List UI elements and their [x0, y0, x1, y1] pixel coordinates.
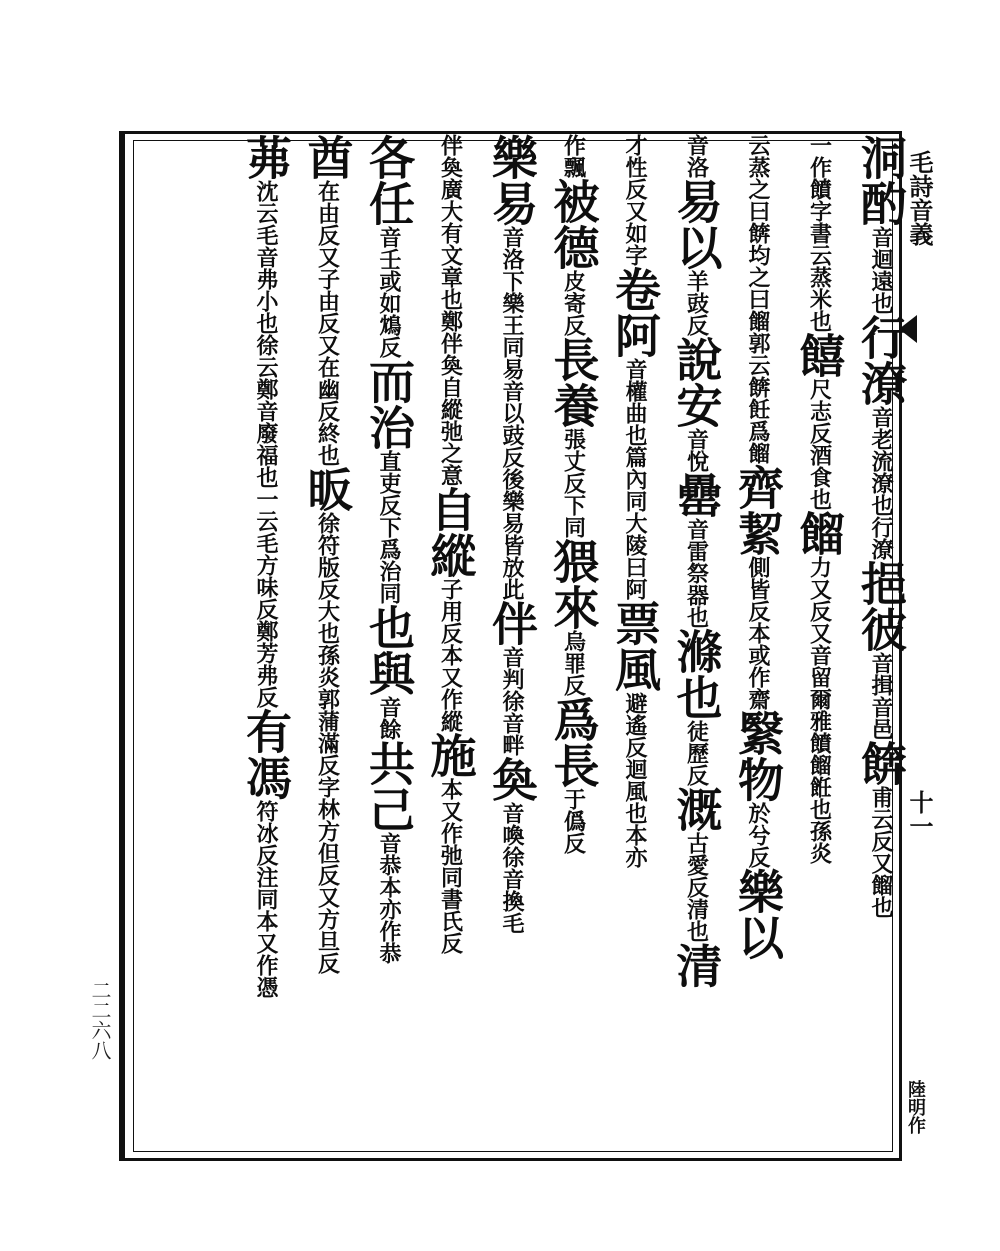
headword: 施 — [423, 732, 478, 778]
gloss: 本又作弛同書氏反 — [437, 778, 464, 954]
gloss: 音迴遠也 — [868, 226, 894, 314]
headword: 奐 — [485, 756, 539, 802]
gloss: 皮寄反 — [560, 270, 587, 336]
headword: 行潦 — [854, 314, 908, 406]
headword: 餴 — [854, 740, 908, 786]
headword: 票風 — [608, 600, 662, 692]
gloss: 力又反又音留爾雅饙餾餁也孫炎 — [806, 556, 833, 864]
headword: 滌也 — [669, 628, 724, 720]
headword: 自縱 — [423, 486, 478, 578]
headword: 也與 — [362, 604, 416, 696]
gloss: 直吏反下爲治同 — [376, 450, 402, 604]
gloss: 符冰反注同本又作憑 — [253, 800, 279, 998]
gloss: 古愛反清也 — [683, 832, 710, 942]
gloss: 音判徐音畔 — [499, 646, 525, 756]
text-column — [348, 134, 416, 1159]
headword: 齊絜 — [731, 464, 785, 556]
headword: 餾 — [792, 510, 847, 556]
text-column — [779, 134, 847, 1159]
gloss: 作飄 — [560, 134, 587, 178]
gloss: 於兮反 — [745, 802, 771, 868]
gloss: 音喚徐音換毛 — [499, 802, 525, 934]
gloss: 音悅 — [683, 428, 710, 472]
headword: 繄物 — [731, 710, 785, 802]
headword: 有馮 — [239, 708, 293, 800]
headword: 猥來 — [546, 538, 601, 630]
headword: 卷阿 — [608, 266, 662, 358]
gloss: 才性反又如字 — [622, 134, 648, 266]
gloss: 在由反又子由反又在幽反終也 — [314, 180, 341, 466]
gloss: 音餘 — [376, 696, 402, 740]
headword: 樂以 — [731, 868, 785, 960]
headword: 被德 — [546, 178, 601, 270]
headword: 樂易 — [485, 134, 539, 226]
headword: 爲長 — [546, 696, 601, 788]
gloss: 避遙反迴風也本亦 — [622, 692, 648, 868]
headword: 清 — [669, 942, 724, 988]
book-title: 毛詩音義 — [905, 150, 934, 246]
gloss: 音洛 — [683, 134, 710, 178]
headword: 洞酌 — [854, 134, 908, 226]
gloss: 音揖音邑 — [868, 652, 894, 740]
margin-note: 陸明作 — [905, 1080, 926, 1134]
gloss: 音老流潦也行潦 — [868, 406, 894, 560]
headword: 易以 — [669, 178, 724, 270]
gloss: 音權曲也篇內同大陵曰阿 — [622, 358, 648, 600]
text-column — [225, 134, 293, 1159]
text-column — [656, 134, 724, 1159]
gloss: 云蒸之曰餴均之曰餾郭云餴飪爲餾 — [745, 134, 771, 464]
headword: 昄 — [300, 466, 355, 512]
gloss: 伴奐廣大有文章也鄭伴奐自縱弛之意 — [437, 134, 464, 486]
text-column — [287, 134, 355, 1159]
headword: 溉 — [669, 786, 724, 832]
folio-number: 二二六八 — [88, 980, 112, 1060]
gloss: 音恭本亦作恭 — [376, 832, 402, 964]
headword: 罍 — [669, 472, 724, 518]
gloss: 徒歷反 — [683, 720, 710, 786]
gloss: 徐符版反大也孫炎郭蒲滿反字林方但反又方旦反 — [314, 512, 341, 974]
gloss: 沈云毛音弗小也徐云鄭音廢福也一云毛方味反鄭芳弗反 — [253, 180, 279, 708]
headword: 饎 — [792, 332, 847, 378]
headword: 伴 — [485, 600, 539, 646]
gloss: 側皆反本或作齋 — [745, 556, 771, 710]
page-number: 十一 — [905, 790, 934, 838]
gloss: 張丈反下同 — [560, 428, 587, 538]
headword: 茀 — [239, 134, 293, 180]
gloss: 羊豉反 — [683, 270, 710, 336]
gloss: 于僞反 — [560, 788, 587, 854]
headword: 而治 — [362, 358, 416, 450]
headword: 長養 — [546, 336, 601, 428]
gloss: 甫云反又餾也 — [868, 786, 894, 918]
gloss: 尺志反酒食也 — [806, 378, 833, 510]
text-column — [594, 134, 662, 1159]
gloss: 烏罪反 — [560, 630, 587, 696]
text-column — [410, 134, 478, 1159]
headword: 挹彼 — [854, 560, 908, 652]
text-column — [717, 134, 785, 1159]
text-column — [533, 134, 601, 1159]
headword: 各任 — [362, 134, 416, 226]
gloss: 音雷祭器也 — [683, 518, 710, 628]
text-column — [471, 134, 539, 1159]
gloss: 子用反本又作縱 — [437, 578, 464, 732]
text-column — [840, 134, 908, 1159]
gloss: 一作饙字書云蒸米也 — [806, 134, 833, 332]
gloss: 音洛下樂王同易音以豉反後樂易皆放此 — [499, 226, 525, 600]
headword: 說安 — [669, 336, 724, 428]
margin-strip — [902, 150, 934, 1160]
headword: 共己 — [362, 740, 416, 832]
headword: 酋 — [300, 134, 355, 180]
gloss: 音壬或如鴆反 — [376, 226, 402, 358]
